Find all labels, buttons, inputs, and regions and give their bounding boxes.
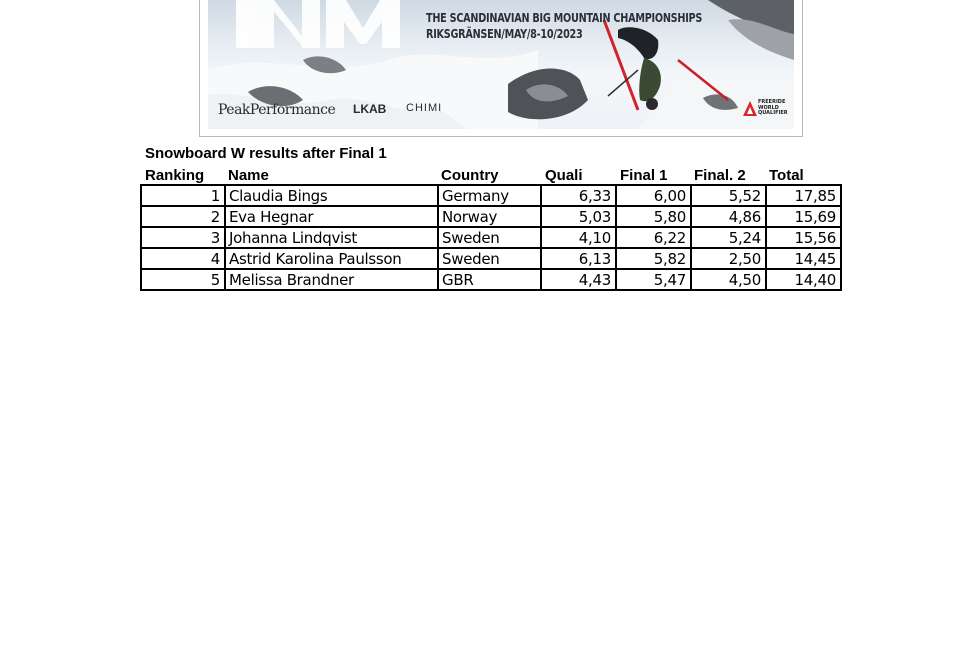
event-title: THE SCANDINAVIAN BIG MOUNTAIN CHAMPIONSHIPS	[426, 10, 703, 25]
cell-country: Norway	[438, 206, 541, 227]
cell-final2: 4,50	[691, 269, 766, 290]
fwq-logo-icon	[742, 100, 758, 118]
cell-total: 17,85	[766, 185, 841, 206]
event-location-date: RIKSGRÄNSEN/MAY/8-10/2023	[426, 26, 583, 41]
cell-quali: 5,03	[541, 206, 616, 227]
cell-quali: 4,10	[541, 227, 616, 248]
fwq-badge-text: FREERIDE WORLD QUALIFIER	[758, 99, 788, 116]
cell-country: Sweden	[438, 248, 541, 269]
table-row	[141, 269, 841, 290]
header-final-1: Final 1	[620, 167, 668, 184]
cell-rank: 2	[141, 206, 225, 227]
cell-name: Astrid Karolina Paulsson	[225, 248, 438, 269]
cell-name: Melissa Brandner	[225, 269, 438, 290]
sponsor-peakperformance: PeakPerformance	[218, 102, 336, 118]
results-table	[140, 184, 842, 291]
sponsor-lkab: LKAB	[353, 102, 387, 116]
cell-rank: 3	[141, 227, 225, 248]
nm-logo-letters	[236, 0, 400, 48]
sponsor-chimi: CHIMI	[406, 102, 443, 114]
cell-rank: 1	[141, 185, 225, 206]
results-caption: Snowboard W results after Final 1	[145, 145, 387, 162]
freeride-world-qualifier-badge	[742, 99, 788, 120]
header-country: Country	[441, 167, 499, 184]
cell-quali: 4,43	[541, 269, 616, 290]
table-row	[141, 206, 841, 227]
cell-country: Germany	[438, 185, 541, 206]
cell-name: Claudia Bings	[225, 185, 438, 206]
header-ranking: Ranking	[145, 167, 205, 184]
cell-rank: 4	[141, 248, 225, 269]
cell-final1: 6,00	[616, 185, 691, 206]
cell-final1: 5,82	[616, 248, 691, 269]
cell-country: Sweden	[438, 227, 541, 248]
header-name: Name	[228, 167, 269, 184]
cell-quali: 6,13	[541, 248, 616, 269]
cell-final1: 5,47	[616, 269, 691, 290]
cell-total: 14,45	[766, 248, 841, 269]
cell-final2: 5,52	[691, 185, 766, 206]
header-final-2: Final. 2	[694, 167, 746, 184]
cell-final1: 6,22	[616, 227, 691, 248]
table-row	[141, 227, 841, 248]
cell-total: 14,40	[766, 269, 841, 290]
cell-rank: 5	[141, 269, 225, 290]
cell-final2: 5,24	[691, 227, 766, 248]
header-total: Total	[769, 167, 804, 184]
event-banner	[199, 0, 803, 137]
cell-name: Johanna Lindqvist	[225, 227, 438, 248]
cell-final2: 4,86	[691, 206, 766, 227]
cell-total: 15,69	[766, 206, 841, 227]
cell-quali: 6,33	[541, 185, 616, 206]
table-row	[141, 185, 841, 206]
cell-total: 15,56	[766, 227, 841, 248]
cell-country: GBR	[438, 269, 541, 290]
cell-final2: 2,50	[691, 248, 766, 269]
cell-name: Eva Hegnar	[225, 206, 438, 227]
header-quali: Quali	[545, 167, 583, 184]
table-row	[141, 248, 841, 269]
cell-final1: 5,80	[616, 206, 691, 227]
banner-photo	[208, 0, 794, 129]
